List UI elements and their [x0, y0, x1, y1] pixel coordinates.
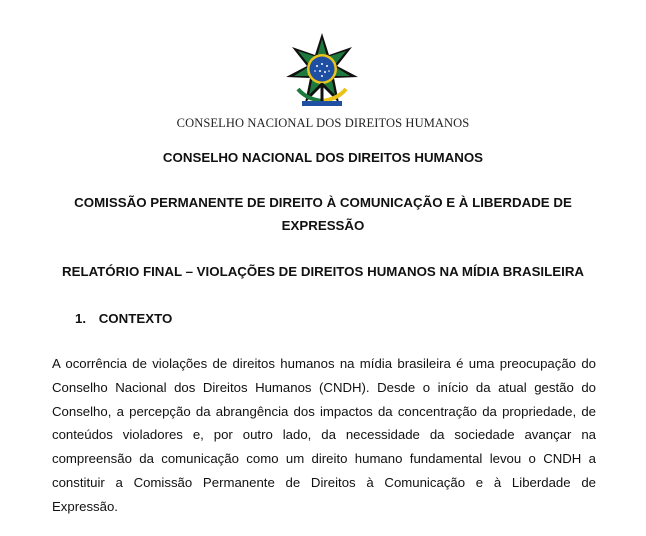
section-title	[75, 307, 172, 330]
section-title-text: CONTEXTO	[98, 311, 173, 326]
paragraph-line: A ocorrência de violações de direitos humanos na mídia brasileira é uma preocupação do	[52, 356, 596, 371]
council-heading: CONSELHO NACIONAL DOS DIREITOS HUMANOS	[162, 150, 484, 165]
paragraph-line: Conselho Nacional dos Direitos Humanos (CNDH). Desde o início da atual gestão do	[52, 379, 596, 395]
commission-heading-line-1: COMISSÃO PERMANENTE DE DIREITO À COMUNICAÇÃO E À LIBERDADE DE	[74, 195, 572, 210]
commission-heading	[40, 191, 606, 237]
context-paragraph	[52, 352, 596, 519]
commission-heading-line-2: EXPRESSÃO	[281, 218, 365, 233]
paragraph-line: Expressão.	[52, 498, 118, 514]
paragraph-line: compreensão da comunicação como um direito humano fundamental levou o CNDH a	[52, 451, 596, 467]
section-number: 1.	[75, 311, 87, 326]
paragraph-line: conteúdos violadores e, por outro lado, da necessidade da sociedade avançar na	[52, 427, 596, 443]
paragraph-line: Conselho, a percepção da abrangência dos impactos da concentração da propriedade, de	[52, 403, 596, 419]
org-header-text: CONSELHO NACIONAL DOS DIREITOS HUMANOS	[176, 116, 470, 130]
paragraph-line: constituir a Comissão Permanente de Direitos à Comunicação e à Liberdade de	[52, 474, 596, 490]
report-heading: RELATÓRIO FINAL – VIOLAÇÕES DE DIREITOS HUMANOS NA MÍDIA BRASILEIRA	[61, 264, 585, 279]
brazil-coat-of-arms-icon	[284, 33, 360, 109]
